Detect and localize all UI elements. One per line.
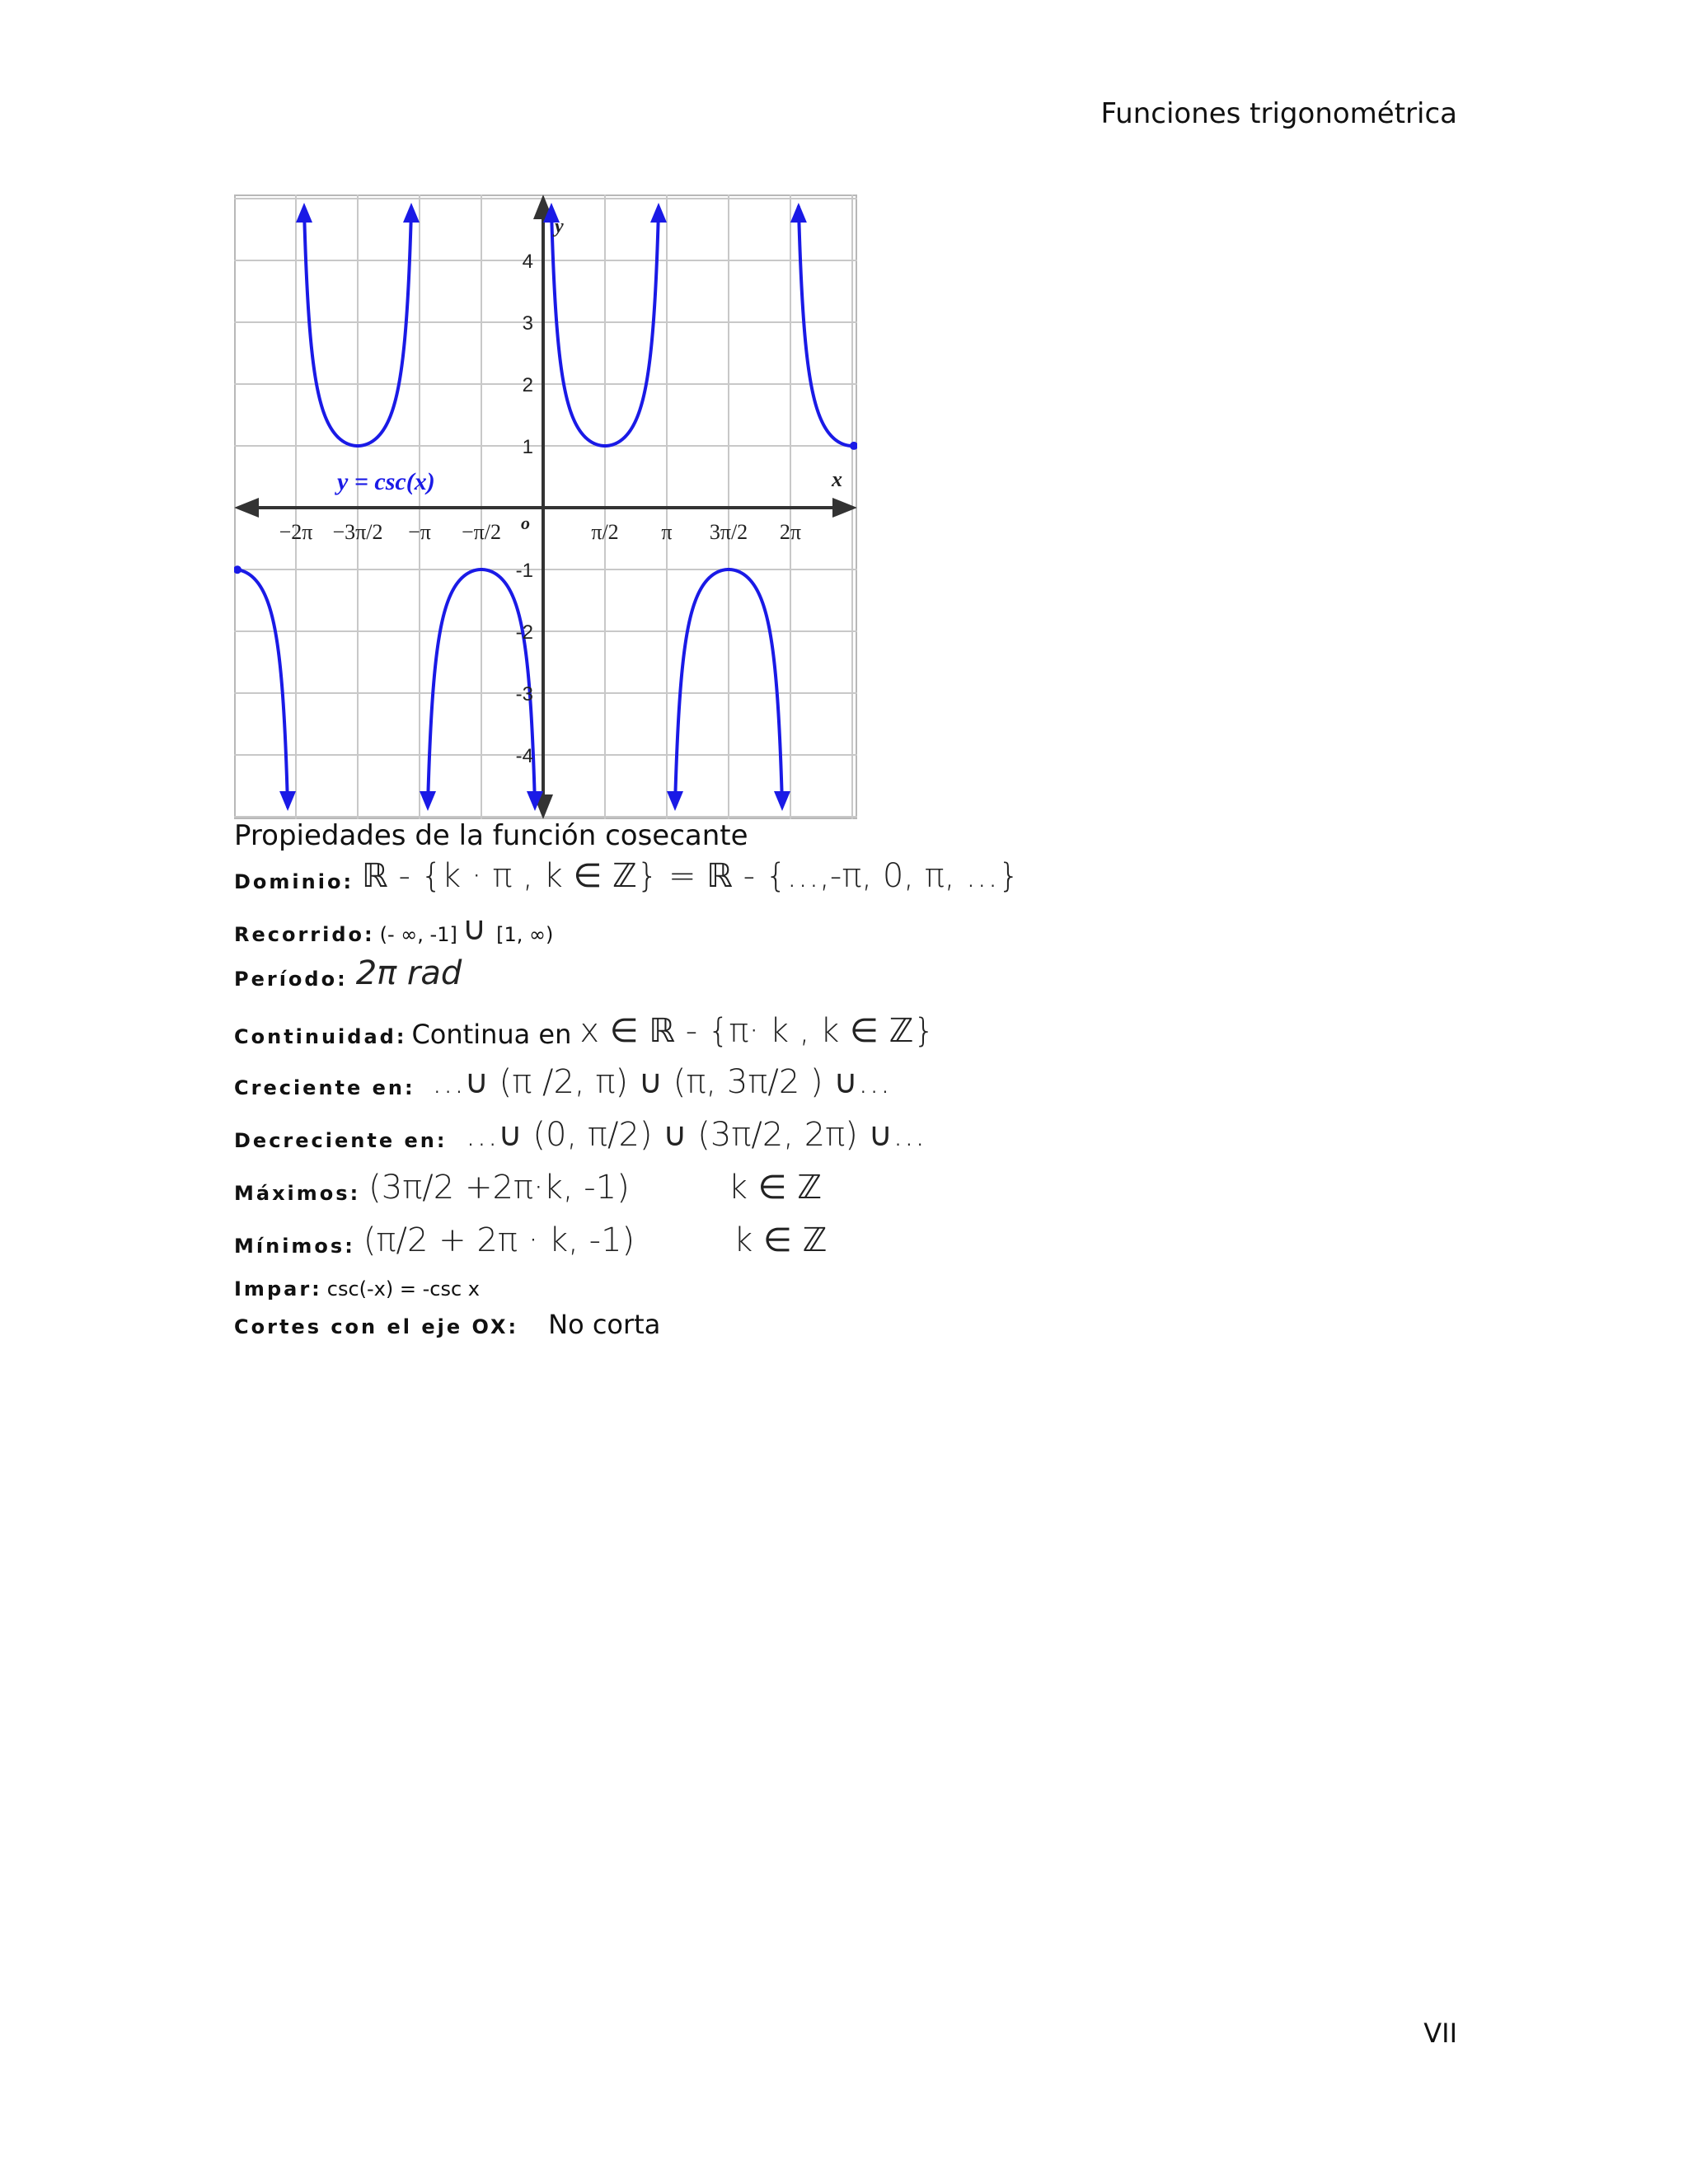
property-creciente <box>234 1063 891 1101</box>
continuidad-value: x ∈ ℝ - {π· k , k ∈ ℤ} <box>579 1012 935 1050</box>
property-continuidad <box>234 1012 935 1050</box>
page-number: VII <box>1423 2018 1457 2049</box>
origin-label: o <box>521 513 530 533</box>
page-header-title: Funciones trigonométrica <box>1100 97 1457 130</box>
x-tick-label: π <box>661 520 673 544</box>
x-tick-label: 2π <box>779 520 802 544</box>
minimos-condition: k ∈ ℤ <box>734 1221 828 1259</box>
periodo-value: 2π rad <box>355 954 462 992</box>
minimos-label: Mínimos: <box>234 1235 355 1258</box>
cortes-label: Cortes con el eje OX: <box>234 1315 519 1338</box>
y-tick-label: -1 <box>515 560 533 582</box>
cortes-value: No corta <box>548 1309 661 1340</box>
x-tick-label: π/2 <box>591 520 619 544</box>
decreciente-label: Decreciente en: <box>234 1129 448 1152</box>
impar-label: Impar: <box>234 1277 322 1301</box>
y-tick-label: -2 <box>515 621 533 644</box>
creciente-value: …∪ (π /2, π) ∪ (π, 3π/2 ) ∪… <box>431 1063 891 1101</box>
recorrido-value-b: [1, ∞) <box>496 923 554 946</box>
property-decreciente <box>234 1116 926 1154</box>
function-label: y = csc(x) <box>337 468 435 495</box>
continuidad-label: Continuidad: <box>234 1025 407 1048</box>
creciente-label: Creciente en: <box>234 1076 415 1099</box>
maximos-label: Máximos: <box>234 1182 361 1205</box>
impar-value: csc(-x) = -csc x <box>326 1277 480 1301</box>
property-minimos <box>234 1221 827 1259</box>
y-tick-label: 4 <box>522 251 533 273</box>
y-tick-label: 3 <box>522 312 533 335</box>
recorrido-union: ∪ <box>462 910 487 948</box>
csc-graph <box>234 194 857 819</box>
minimos-value: (π/2 + 2π · k, -1) <box>363 1221 635 1259</box>
maximos-condition: k ∈ ℤ <box>728 1169 823 1207</box>
continuidad-text: Continua en <box>411 1019 572 1050</box>
x-tick-label: −3π/2 <box>332 520 383 544</box>
x-axis-title: x <box>832 467 842 491</box>
recorrido-label: Recorrido: <box>234 923 375 946</box>
x-tick-label: −2π <box>279 520 313 544</box>
property-maximos <box>234 1169 822 1207</box>
x-tick-label: 3π/2 <box>709 520 748 544</box>
maximos-value: (3π/2 +2π·k, -1) <box>368 1169 630 1207</box>
dominio-value: ℝ - {k · π , k ∈ ℤ} = ℝ - {…,-π, 0, π, …} <box>362 857 1020 895</box>
section-title: Propiedades de la función cosecante <box>234 819 748 852</box>
y-axis-title: y <box>555 216 564 237</box>
dominio-label: Dominio: <box>234 870 354 893</box>
x-tick-label: −π <box>408 520 431 544</box>
property-periodo <box>234 954 462 992</box>
y-tick-label: -3 <box>515 683 533 705</box>
y-tick-label: -4 <box>515 745 533 767</box>
property-impar <box>234 1277 480 1302</box>
property-dominio <box>234 857 1020 895</box>
x-tick-label: −π/2 <box>461 520 502 544</box>
periodo-label: Período: <box>234 968 348 991</box>
y-tick-label: 2 <box>522 374 533 396</box>
property-cortes <box>234 1309 660 1340</box>
decreciente-value: …∪ (0, π/2) ∪ (3π/2, 2π) ∪… <box>465 1116 926 1154</box>
property-recorrido <box>234 910 553 948</box>
y-tick-label: 1 <box>522 436 533 458</box>
recorrido-value-a: (- ∞, -1] <box>379 923 457 946</box>
